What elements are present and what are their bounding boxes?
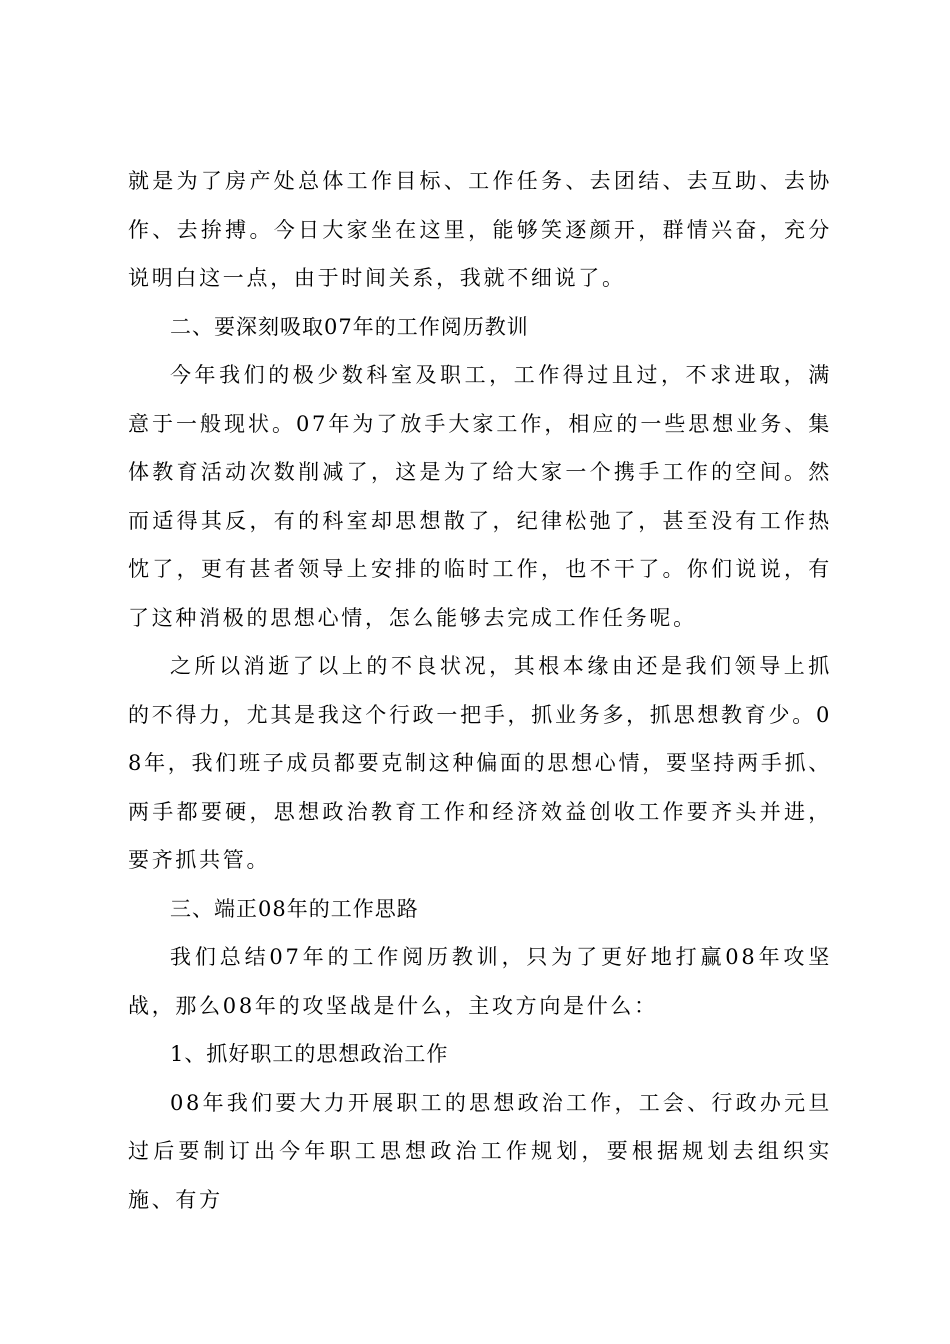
section-heading-two: 二、要深刻吸取07年的工作阅历教训 — [170, 314, 529, 339]
section-heading-three: 三、端正08年的工作思路 — [170, 896, 419, 921]
body-paragraph: 今年我们的极少数科室及职工，工作得过且过，不求进取，满意于一般现状。07年为了放手大家工作，相应的一些思想业务、集体教育活动次数削减了，这是为了给大家一个携手工作的空间。然而适得其反，有的科室却思想散了，纪律松弛了，甚至没有工作热忱了，更有甚者领导上安排的临时工作，也不干了。你们说说，有了这种消极的思想心情，怎么能够去完成工作任务呢。 — [128, 363, 832, 630]
body-paragraph: 之所以消逝了以上的不良状况，其根本缘由还是我们领导上抓的不得力，尤其是我这个行政一把手，抓业务多，抓思想教育少。08年，我们班子成员都要克制这种偏面的思想心情，要坚持两手抓、两手都要硬，思想政治教育工作和经济效益创收工作要齐头并进，要齐抓共管。 — [128, 654, 832, 872]
subsection-heading: 1、抓好职工的思想政治工作 — [170, 1042, 449, 1066]
document-page — [128, 157, 832, 1224]
body-paragraph: 我们总结07年的工作阅历教训，只为了更好地打赢08年攻坚战，那么08年的攻坚战是什么，主攻方向是什么： — [128, 945, 832, 1018]
body-paragraph-continued: 就是为了房产处总体工作目标、工作任务、去团结、去互助、去协作、去拚搏。今日大家坐在这里，能够笑逐颜开，群情兴奋，充分说明白这一点，由于时间关系，我就不细说了。 — [128, 169, 832, 290]
body-paragraph: 08年我们要大力开展职工的思想政治工作，工会、行政办元旦过后要制订出今年职工思想政治工作规划，要根据规划去组织实施、有方 — [128, 1090, 832, 1212]
